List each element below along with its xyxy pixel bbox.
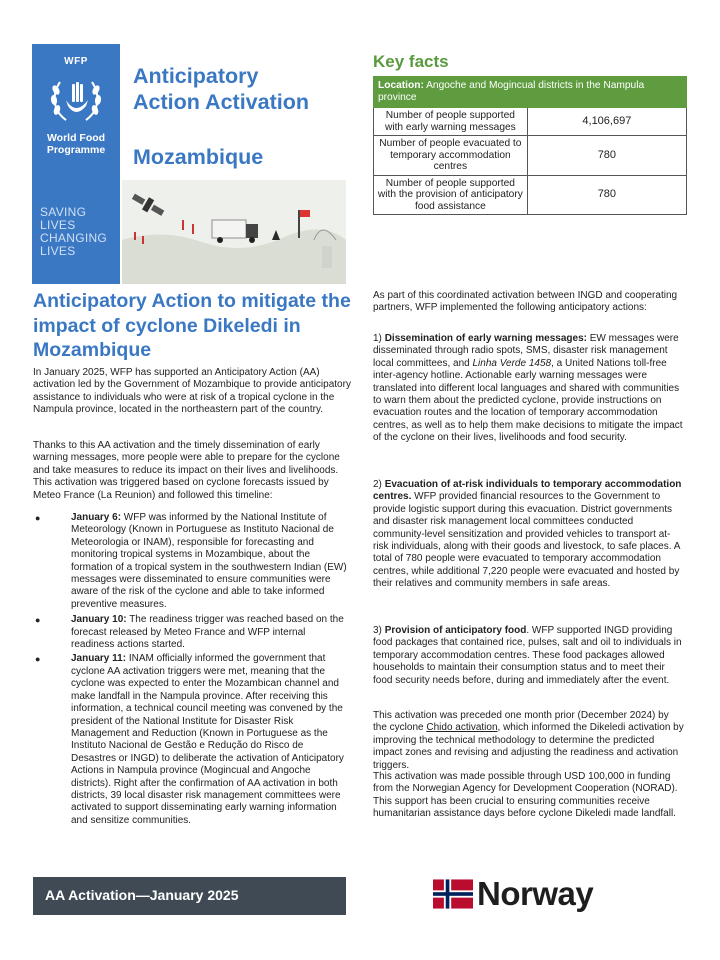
norway-flag-icon	[433, 879, 473, 909]
wfp-name: World Food Programme	[46, 132, 106, 156]
table-row	[374, 108, 687, 136]
location-cell: Location: Angoche and Mogincual districts in the Nampula province	[374, 77, 687, 108]
fact-label: Number of people supported with early warning messages	[374, 108, 528, 136]
timeline-item: ● January 10: The readiness trigger was reached based on the forecast released by Meteo France and WFP internal readiness actions started.	[35, 614, 344, 651]
bullet-icon: ●	[35, 615, 41, 626]
wfp-abbreviation: WFP	[64, 56, 88, 67]
norway-wordmark: Norway	[477, 875, 594, 912]
chido-activation-link[interactable]: Chido activation	[426, 722, 498, 734]
preceded-paragraph: This activation was preceded one month prior (December 2024) by the cyclone Chido activation, which informed the Dikeledi activation by improving the technical methodology to determine the predicted impact zones and revising and adjusting the readiness and activation triggers.	[373, 710, 684, 771]
table-row	[374, 175, 687, 215]
timeline-list	[33, 512, 351, 827]
actions-intro-paragraph: As part of this coordinated activation between INGD and cooperating partners, WFP implemented the following anticipatory actions:	[373, 290, 678, 314]
footer-label: AA Activation—January 2025	[45, 887, 239, 903]
key-facts-location-row	[374, 77, 687, 108]
document-title: Anticipatory Action Activation	[133, 64, 309, 114]
funding-paragraph: This activation was made possible through USD 100,000 in funding from the Norwegian Agency for Development Cooperation (NORAD). This support has been crucial to ensuring communities receive humanitarian assistance days before cyclone Dikeledi made landfall.	[373, 771, 678, 820]
intro-paragraph: In January 2025, WFP has supported an Anticipatory Action (AA) activation led by the Government of Mozambique to provide anticipatory assistance to individuals who were at risk of a tropical cyclone in the Nampula province, located in the northeastern part of the country.	[33, 367, 351, 416]
fact-value: 780	[527, 136, 686, 176]
action-section-evacuation: 2) Evacuation of at-risk individuals to temporary accommodation centres. WFP provided financial resources to the Government to provide logistic support during this evacuation. District governments and disaster risk management local committees conducted community-level sensitization and provided vehicles to transport at-risk individuals, along with their goods and livestock, to safe places. A total of 780 people were evacuated to temporary accommodation centres, while additional 7,220 people were evacuated and hosted by their relatives and community members in safe areas.	[373, 479, 682, 590]
action-section-food: 3) Provision of anticipatory food. WFP supported INGD providing food packages that contained rice, pulses, salt and oil to individuals in temporary accommodation centres. These food packages allowed households to maintain their consumption status and to meet their food security needs before, during and immediately after the event.	[373, 625, 682, 686]
footer-bar	[33, 877, 346, 915]
table-row	[374, 136, 687, 176]
timeline-item: ● January 6: WFP was informed by the National Institute of Meteorology (Known in Portuguese as Instituto Nacional de Meteorologia or INAM), responsible for forecasting and monitoring tropical systems in Mozambique, about the formation of a tropical system in the southwestern Indian (EW) messages were disseminated to ensure communities were aware of the risk of the cyclone and able to take informed preventive measures.	[35, 512, 347, 610]
fact-label: Number of people evacuated to temporary accommodation centres	[374, 136, 528, 176]
norway-logo	[433, 873, 623, 917]
action-section-early-warning: 1) Dissemination of early warning messages: EW messages were disseminated through radio spots, SMS, disaster risk management local committees, and Linha Verde 1458, a United Nations toll-free inter-agency hotline. Actionable early warning messages were translated into different local languages and shared with communities to warn them about the predicted cyclone, provide instructions on evacuation routes and the location of temporary accommodation centres, as well as to help them make decisions to mitigate the impact of the cyclone on their lives, livelihoods and food security.	[373, 333, 683, 444]
bullet-icon: ●	[35, 513, 41, 523]
cyclone-illustration	[122, 180, 346, 284]
country-title: Mozambique	[133, 145, 264, 169]
wfp-laurel-emblem-icon	[46, 70, 106, 130]
timeline-item: ● January 11: INAM officially informed the government that cyclone AA activation triggers were met, meaning that the cyclone was expected to enter the Mozambican channel and make landfall in the Nampula province. After receiving this information, a technical council meeting was convened by the president of the National Institute for Disaster Risk Management and Reduction (Known in Portuguese as the Instituto Nacional de Gestão e Redução do Risco de Desastres or INGD) to deliberate the activation of Anticipatory Actions in Nampula province (Mogincual and Angoche districts). Right after the confirmation of AA activation in both districts, 39 local disaster risk management committees were activated to support disseminating early warning information and sensitize communities.	[35, 653, 344, 826]
fact-value: 4,106,697	[527, 108, 686, 136]
article-heading: Anticipatory Action to mitigate the impact of cyclone Dikeledi in Mozambique	[33, 290, 351, 361]
fact-label: Number of people supported with the provision of anticipatory food assistance	[374, 175, 528, 215]
key-facts-title: Key facts	[373, 52, 449, 71]
key-facts-table	[373, 76, 687, 215]
wfp-tagline: SAVING LIVES CHANGING LIVES	[40, 205, 108, 258]
bullet-icon: ●	[35, 654, 41, 665]
illustration-graphic	[122, 180, 346, 284]
wfp-logo-panel	[32, 44, 120, 284]
timeline-intro-paragraph: Thanks to this AA activation and the timely dissemination of early warning messages, more people were able to prepare for the cyclone and take measures to reduce its impact on their lives and livelihoods. This activation was triggered based on cyclone forecasts issued by Meteo France (La Reunion) and followed this timeline:	[33, 440, 340, 501]
fact-value: 780	[527, 175, 686, 215]
